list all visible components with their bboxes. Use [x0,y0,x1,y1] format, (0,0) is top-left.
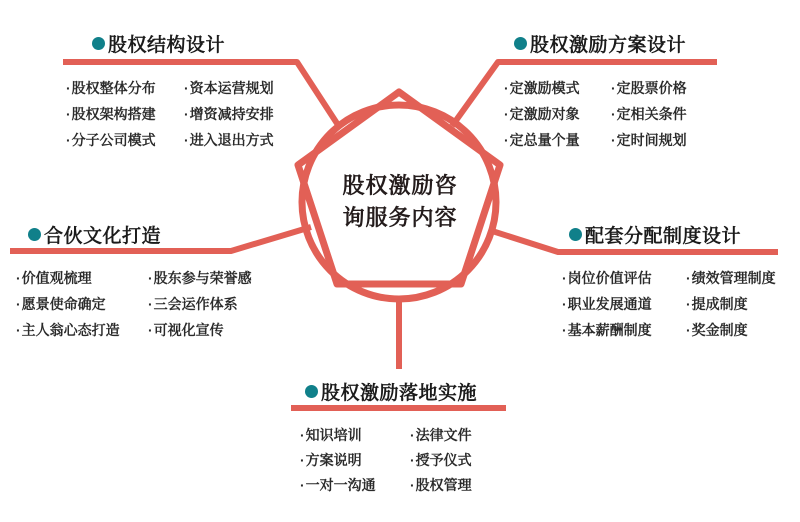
item-label: 定总量个量 [509,132,580,148]
list-item [504,101,611,127]
item-label: 进入退出方式 [189,132,274,148]
item-label: 价值观梳理 [21,270,92,286]
list-item [16,265,148,291]
section-title-equity-structure [92,31,225,55]
section-items-incentive-plan [504,75,687,153]
item-bullet: · [66,80,71,96]
list-item [410,473,472,498]
section-title-incentive-plan [514,31,686,55]
section-items-implementation [300,423,472,498]
item-label: 定激励对象 [509,106,580,122]
list-item [66,75,184,101]
items-column [504,75,611,153]
center-title-line1: 股权激励咨 [342,173,458,198]
list-item [686,317,776,343]
list-item [184,75,274,101]
section-items-distribution-system [562,265,776,343]
item-bullet: · [686,322,691,338]
list-item [504,127,611,153]
item-bullet: · [66,132,71,148]
item-label: 股东参与荣誉感 [153,270,252,286]
teal-bullet-icon [569,228,582,241]
item-bullet: · [184,80,189,96]
list-item [300,423,410,448]
items-column [184,75,274,153]
list-item [66,127,184,153]
center-title [312,170,488,234]
item-label: 增资减持安排 [189,106,274,122]
list-item [504,75,611,101]
teal-bullet-icon [305,385,318,398]
list-item [184,101,274,127]
teal-bullet-icon [28,228,41,241]
item-label: 基本薪酬制度 [567,322,652,338]
item-bullet: · [611,106,616,122]
items-column [300,423,410,498]
section-title-label: 股权激励方案设计 [530,34,687,56]
item-label: 股权管理 [415,477,472,493]
item-label: 一对一沟通 [305,477,376,493]
teal-bullet-icon [514,37,527,50]
item-bullet: · [562,296,567,312]
item-label: 奖金制度 [691,322,748,338]
items-column [148,265,252,343]
list-item [16,291,148,317]
section-title-label: 合伙文化打造 [44,225,162,247]
section-title-label: 股权激励落地实施 [321,382,478,404]
item-bullet: · [686,296,691,312]
list-item [300,473,410,498]
item-label: 知识培训 [305,427,362,443]
list-item [611,75,687,101]
item-bullet: · [148,270,153,286]
item-label: 方案说明 [305,452,362,468]
items-column [66,75,184,153]
items-column [410,423,472,498]
item-label: 股权架构搭建 [71,106,156,122]
item-label: 定时间规划 [616,132,687,148]
list-item [148,291,252,317]
item-bullet: · [562,270,567,286]
list-item [410,423,472,448]
item-label: 定相关条件 [616,106,687,122]
item-bullet: · [300,452,305,468]
item-bullet: · [16,296,21,312]
list-item [148,317,252,343]
item-label: 三会运作体系 [153,296,238,312]
item-bullet: · [410,477,415,493]
item-bullet: · [410,427,415,443]
list-item [66,101,184,127]
item-bullet: · [16,322,21,338]
item-bullet: · [562,322,567,338]
item-bullet: · [300,427,305,443]
item-bullet: · [611,132,616,148]
item-bullet: · [410,452,415,468]
item-label: 授予仪式 [415,452,472,468]
teal-bullet-icon [92,37,105,50]
item-label: 主人翁心态打造 [21,322,120,338]
item-label: 提成制度 [691,296,748,312]
item-label: 法律文件 [415,427,472,443]
item-label: 职业发展通道 [567,296,652,312]
list-item [184,127,274,153]
list-item [562,265,686,291]
items-column [16,265,148,343]
list-item [611,101,687,127]
section-items-partner-culture [16,265,252,343]
item-bullet: · [686,270,691,286]
item-bullet: · [184,132,189,148]
item-bullet: · [504,132,509,148]
section-title-partner-culture [28,222,161,246]
item-label: 愿景使命确定 [21,296,106,312]
item-label: 分子公司模式 [71,132,156,148]
list-item [562,317,686,343]
item-bullet: · [504,80,509,96]
item-label: 定股票价格 [616,80,687,96]
item-bullet: · [300,477,305,493]
items-column [686,265,776,343]
list-item [686,291,776,317]
item-label: 资本运营规划 [189,80,274,96]
section-items-equity-structure [66,75,274,153]
list-item [562,291,686,317]
list-item [611,127,687,153]
item-bullet: · [148,322,153,338]
item-bullet: · [184,106,189,122]
item-label: 岗位价值评估 [567,270,652,286]
item-bullet: · [16,270,21,286]
item-bullet: · [148,296,153,312]
list-item [686,265,776,291]
item-label: 绩效管理制度 [691,270,776,286]
item-label: 定激励模式 [509,80,580,96]
section-title-distribution-system [569,222,741,246]
section-title-label: 配套分配制度设计 [585,225,742,247]
item-bullet: · [611,80,616,96]
section-title-implementation [305,379,477,403]
list-item [16,317,148,343]
center-title-line2: 询服务内容 [342,205,458,230]
item-label: 可视化宣传 [153,322,224,338]
item-bullet: · [66,106,71,122]
list-item [148,265,252,291]
items-column [562,265,686,343]
list-item [300,448,410,473]
item-bullet: · [504,106,509,122]
list-item [410,448,472,473]
section-title-label: 股权结构设计 [108,34,226,56]
item-label: 股权整体分布 [71,80,156,96]
items-column [611,75,687,153]
